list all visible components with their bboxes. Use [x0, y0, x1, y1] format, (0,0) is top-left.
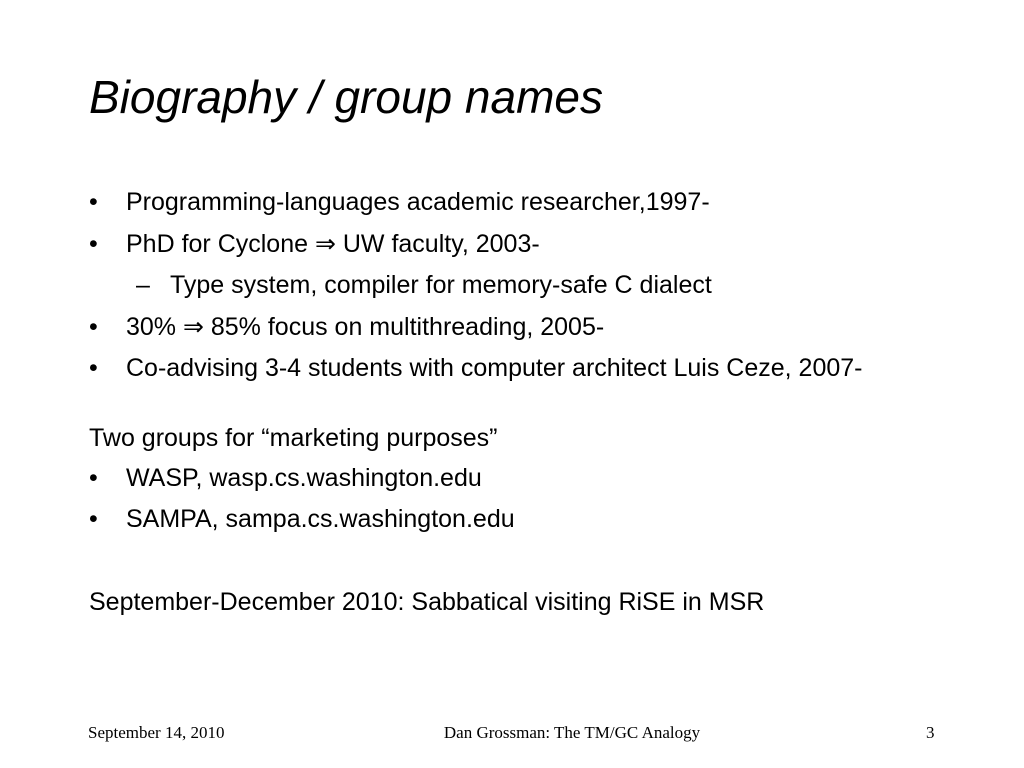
groups-heading: Two groups for “marketing purposes” [89, 424, 498, 452]
group-text: SAMPA, sampa.cs.washington.edu [126, 505, 515, 533]
bullet-marker: • [89, 230, 98, 258]
footer-presentation-title: Dan Grossman: The TM/GC Analogy [443, 723, 701, 742]
bullet-marker: • [89, 505, 98, 533]
bullet-text: 30% ⇒ 85% focus on multithreading, 2005- [126, 313, 605, 341]
footer-date: September 14, 2010 [88, 723, 225, 742]
bullet-marker: • [89, 354, 98, 382]
sub-bullet-text: Type system, compiler for memory-safe C dialect [170, 271, 712, 299]
bullet-text: Co-advising 3-4 students with computer architect Luis Ceze, 2007- [126, 354, 863, 382]
bullet-marker: • [89, 313, 98, 341]
bullet-text: Programming-languages academic researcher,1997- [126, 188, 710, 216]
group-text: WASP, wasp.cs.washington.edu [126, 464, 482, 492]
bullet-marker: • [89, 464, 98, 492]
footer-page-number: 3 [926, 723, 935, 742]
bullet-marker: • [89, 188, 98, 216]
sabbatical-text: September-December 2010: Sabbatical visiting RiSE in MSR [89, 588, 765, 616]
slide-title: Biography / group names [89, 71, 603, 123]
sub-bullet-marker: – [136, 271, 150, 299]
bullet-text: PhD for Cyclone ⇒ UW faculty, 2003- [126, 230, 540, 258]
